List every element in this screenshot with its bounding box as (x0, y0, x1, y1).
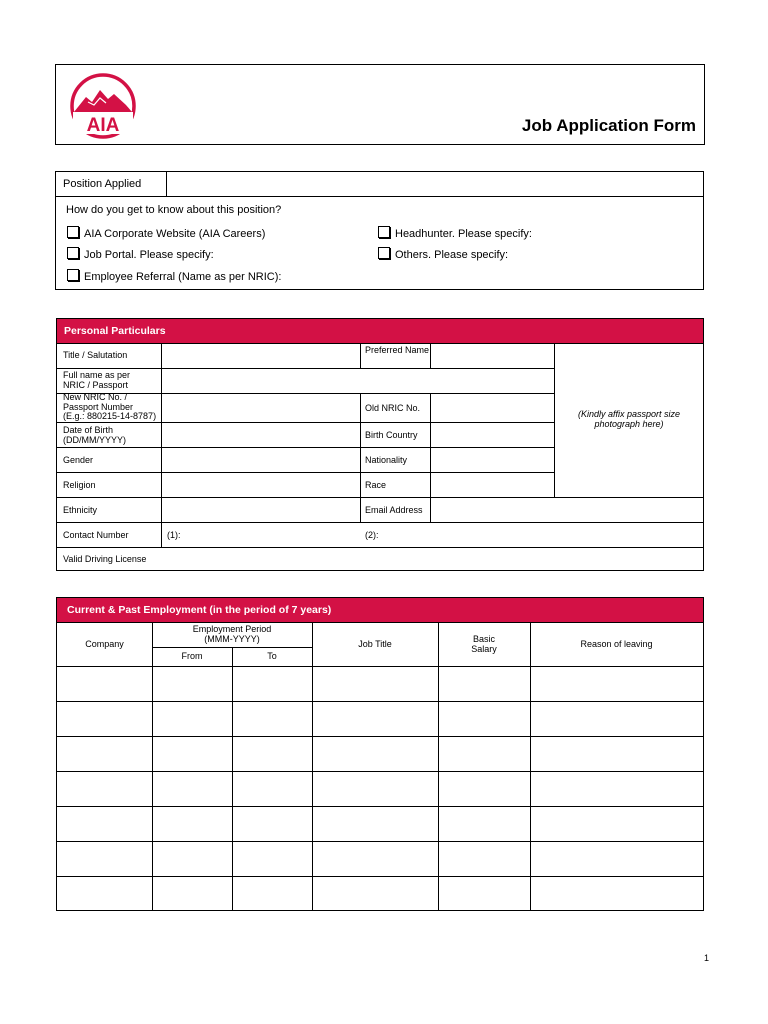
table-row[interactable] (57, 667, 703, 701)
race-label: Race (365, 480, 387, 490)
page-title: Job Application Form (521, 116, 696, 135)
section-header: Current & Past Employment (in the period of 7 years) (57, 598, 703, 622)
driving-license-field[interactable] (162, 548, 703, 571)
checkbox[interactable] (67, 269, 79, 281)
race-field[interactable] (431, 473, 554, 497)
table-row[interactable] (57, 772, 703, 806)
page-number: 1 (704, 953, 710, 963)
full-name-field[interactable] (162, 369, 554, 393)
driving-license-label: Valid Driving License (63, 554, 147, 564)
option-employee-referral[interactable]: Employee Referral (Name as per NRIC): (67, 269, 281, 284)
checkbox[interactable] (67, 226, 79, 238)
table-row[interactable] (57, 737, 703, 771)
form-header (55, 64, 705, 145)
nationality-field[interactable] (431, 448, 554, 472)
full-name-label: Full name as per NRIC / Passport (63, 370, 131, 390)
table-row[interactable] (57, 877, 703, 910)
nationality-label: Nationality (365, 455, 408, 465)
table-row[interactable] (57, 842, 703, 876)
new-nric-field[interactable] (162, 394, 360, 422)
title-field[interactable] (162, 344, 360, 368)
option-headhunter[interactable]: Headhunter. Please specify: (378, 226, 532, 241)
table-row[interactable] (57, 702, 703, 736)
position-applied-field[interactable] (167, 172, 703, 196)
religion-field[interactable] (162, 473, 360, 497)
option-aia-website[interactable]: AIA Corporate Website (AIA Careers) (67, 226, 265, 241)
ethnicity-label: Ethnicity (63, 505, 98, 515)
contact-2-field[interactable] (387, 523, 703, 547)
birth-country-label: Birth Country (365, 430, 418, 440)
employment-section (56, 597, 704, 911)
dob-label: Date of Birth (DD/MM/YYYY) (63, 425, 126, 445)
aia-logo (68, 72, 138, 140)
contact-2-label: (2): (365, 530, 379, 540)
section-header: Personal Particulars (57, 319, 703, 343)
position-applied-label: Position Applied (63, 178, 142, 190)
contact-1-label: (1): (167, 530, 181, 540)
birth-country-field[interactable] (431, 423, 554, 447)
ethnicity-field[interactable] (162, 498, 360, 522)
preferred-name-field[interactable] (431, 344, 554, 368)
table-row[interactable] (57, 807, 703, 841)
email-field[interactable] (431, 498, 703, 522)
column-basic-salary: Basic Salary (471, 634, 497, 654)
column-company: Company (85, 639, 124, 649)
religion-label: Religion (63, 480, 96, 490)
column-to: To (267, 651, 277, 661)
option-job-portal[interactable]: Job Portal. Please specify: (67, 247, 214, 262)
old-nric-label: Old NRIC No. (365, 403, 421, 413)
title-salutation-label: Title / Salutation (63, 350, 128, 360)
old-nric-field[interactable] (431, 394, 554, 422)
contact-number-label: Contact Number (63, 530, 129, 540)
gender-label: Gender (63, 455, 94, 465)
personal-particulars-section (56, 318, 704, 571)
gender-field[interactable] (162, 448, 360, 472)
checkbox[interactable] (378, 226, 390, 238)
source-question: How do you get to know about this position? (66, 204, 282, 216)
checkbox[interactable] (378, 247, 390, 259)
photo-placeholder[interactable]: (Kindly affix passport size photograph here) (577, 409, 681, 429)
column-employment-period: Employment Period (MMM-YYYY) (192, 624, 272, 644)
dob-field[interactable] (162, 423, 360, 447)
new-nric-label: New NRIC No. / Passport Number (E.g.: 880215-14-8787) (63, 392, 157, 421)
checkbox[interactable] (67, 247, 79, 259)
preferred-name-label: Preferred Name (365, 345, 430, 355)
column-from: From (181, 651, 203, 661)
contact-1-field[interactable] (182, 523, 360, 547)
logo-wordmark: AIA (86, 115, 120, 136)
email-label: Email Address (365, 505, 423, 515)
position-section (55, 171, 704, 290)
column-reason-of-leaving: Reason of leaving (580, 639, 653, 649)
option-others[interactable]: Others. Please specify: (378, 247, 508, 262)
column-job-title: Job Title (358, 639, 392, 649)
